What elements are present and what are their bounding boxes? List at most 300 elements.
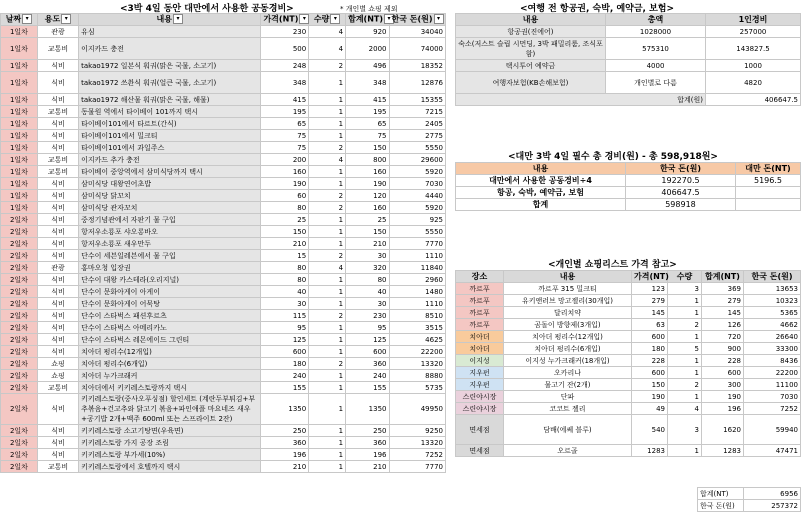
cell-date[interactable]: 1일차 [1, 202, 38, 214]
cell-price[interactable]: 60 [261, 190, 309, 202]
cell-krw[interactable]: 8510 [389, 310, 446, 322]
cell-sum[interactable]: 228 [702, 355, 744, 367]
cell-price[interactable]: 240 [261, 370, 309, 382]
cell-sum[interactable]: 1620 [702, 415, 744, 445]
cell-qty[interactable]: 1 [309, 425, 346, 437]
cell-krw[interactable]: 2775 [389, 130, 446, 142]
travel-total[interactable]: 575310 [606, 38, 706, 60]
summary-nt[interactable] [736, 199, 801, 211]
summary-item[interactable]: 항공, 숙박, 예약금, 보험 [456, 187, 626, 199]
cell-qty[interactable]: 2 [309, 358, 346, 370]
cell-date[interactable]: 2일차 [1, 437, 38, 449]
cell-price[interactable]: 150 [632, 379, 668, 391]
cell-date[interactable]: 1일차 [1, 166, 38, 178]
cell-qty[interactable]: 1 [309, 94, 346, 106]
cell-category[interactable]: 쇼핑 [37, 358, 78, 370]
cell-content[interactable]: 오카리나 [504, 367, 632, 379]
cell-place[interactable]: 스린야시장 [456, 391, 504, 403]
cell-sum[interactable]: 25 [346, 214, 389, 226]
travel-total[interactable]: 4000 [606, 60, 706, 72]
cell-krw[interactable]: 7770 [389, 238, 446, 250]
cell-content[interactable]: 동물원 역에서 타이베이 101까지 택시 [79, 106, 261, 118]
cell-sum[interactable]: 80 [346, 274, 389, 286]
cell-price[interactable]: 500 [261, 38, 309, 60]
cell-price[interactable]: 155 [261, 382, 309, 394]
cell-qty[interactable]: 1 [309, 346, 346, 358]
cell-qty[interactable]: 1 [309, 449, 346, 461]
travel-item[interactable]: 여행자보험(KB손해보험) [456, 72, 606, 94]
cell-content[interactable]: 이지성 누가크래커(18개입) [504, 355, 632, 367]
cell-place[interactable]: 치아더 [456, 343, 504, 355]
cell-price[interactable]: 200 [261, 154, 309, 166]
cell-place[interactable]: 이지성 [456, 355, 504, 367]
cell-price[interactable]: 210 [261, 238, 309, 250]
cell-category[interactable]: 식비 [37, 449, 78, 461]
cell-content[interactable]: 단수이 세븐일레븐에서 물 구입 [79, 250, 261, 262]
cell-krw[interactable]: 10323 [744, 295, 801, 307]
cell-krw[interactable]: 5735 [389, 382, 446, 394]
cell-content[interactable]: 치아더 누가크래커 [79, 370, 261, 382]
cell-krw[interactable]: 1110 [389, 250, 446, 262]
cell-price[interactable]: 230 [261, 26, 309, 38]
cell-krw[interactable]: 1480 [389, 286, 446, 298]
cell-krw[interactable]: 7030 [389, 178, 446, 190]
cell-category[interactable]: 식비 [37, 72, 78, 94]
cell-date[interactable]: 1일차 [1, 178, 38, 190]
cell-category[interactable]: 교통비 [37, 461, 78, 473]
cell-category[interactable]: 식비 [37, 274, 78, 286]
cell-content[interactable]: 키키레스토랑 소고기탕면(우육면) [79, 425, 261, 437]
cell-category[interactable]: 식비 [37, 286, 78, 298]
cell-date[interactable]: 2일차 [1, 346, 38, 358]
cell-date[interactable]: 1일차 [1, 130, 38, 142]
cell-price[interactable]: 25 [261, 214, 309, 226]
cell-krw[interactable]: 1110 [389, 298, 446, 310]
header-krw[interactable]: 한국 돈(원) ▾ [389, 14, 446, 26]
cell-price[interactable]: 15 [261, 250, 309, 262]
cell-sum[interactable]: 360 [346, 358, 389, 370]
cell-content[interactable]: 삼미식당 닭꼬치 [79, 190, 261, 202]
cell-krw[interactable]: 3515 [389, 322, 446, 334]
cell-place[interactable]: 면세점 [456, 445, 504, 457]
cell-qty[interactable]: 1 [309, 394, 346, 425]
cell-content[interactable]: 곰돌이 방향제(3개입) [504, 319, 632, 331]
cell-qty[interactable]: 2 [309, 142, 346, 154]
cell-category[interactable]: 식비 [37, 437, 78, 449]
cell-category[interactable]: 관광 [37, 262, 78, 274]
travel-per-person[interactable]: 143827.5 [706, 38, 801, 60]
cell-content[interactable]: 달리치약 [504, 307, 632, 319]
cell-content[interactable]: 중정기념관에서 자판기 물 구입 [79, 214, 261, 226]
cell-sum[interactable]: 250 [346, 425, 389, 437]
cell-content[interactable]: 까르푸 315 밀크티 [504, 283, 632, 295]
cell-krw[interactable]: 7252 [389, 449, 446, 461]
summary-nt[interactable] [736, 187, 801, 199]
cell-qty[interactable]: 1 [309, 130, 346, 142]
cell-content[interactable]: 홍마오청 입장권 [79, 262, 261, 274]
header-category[interactable]: 용도 ▾ [37, 14, 78, 26]
cell-content[interactable]: 키키레스토랑(중사오푸싱점) 할인세트 (계란두부튀김+부추볶음+건고추와 닭고기 볶음+파인애플 마요네즈 새우+공기밥 2개+맥주 600ml 또는 스프라이트 2잔) [79, 394, 261, 425]
cell-category[interactable]: 식비 [37, 130, 78, 142]
cell-sum[interactable]: 348 [346, 72, 389, 94]
cell-content[interactable]: 물고기 잔(2개) [504, 379, 632, 391]
travel-per-person[interactable]: 1000 [706, 60, 801, 72]
cell-place[interactable]: 지우펀 [456, 379, 504, 391]
cell-sum[interactable]: 300 [702, 379, 744, 391]
cell-krw[interactable]: 22200 [389, 346, 446, 358]
cell-price[interactable]: 196 [261, 449, 309, 461]
cell-sum[interactable]: 126 [702, 319, 744, 331]
cell-content[interactable]: 코코트 젤리 [504, 403, 632, 415]
cell-category[interactable]: 식비 [37, 142, 78, 154]
cell-sum[interactable]: 145 [702, 307, 744, 319]
cell-qty[interactable]: 1 [668, 367, 702, 379]
cell-category[interactable]: 식비 [37, 60, 78, 72]
cell-sum[interactable]: 1350 [346, 394, 389, 425]
cell-qty[interactable]: 2 [668, 379, 702, 391]
cell-category[interactable]: 식비 [37, 425, 78, 437]
cell-krw[interactable]: 13320 [389, 437, 446, 449]
cell-price[interactable]: 600 [632, 367, 668, 379]
cell-content[interactable]: 단수이 대왕 카스테라(오리지널) [79, 274, 261, 286]
cell-sum[interactable]: 600 [346, 346, 389, 358]
cell-qty[interactable]: 3 [668, 283, 702, 295]
cell-content[interactable]: 타이베이101에서 타르트(간식) [79, 118, 261, 130]
cell-place[interactable]: 까르푸 [456, 295, 504, 307]
cell-category[interactable]: 교통비 [37, 154, 78, 166]
cell-sum[interactable]: 360 [346, 437, 389, 449]
cell-date[interactable]: 2일차 [1, 286, 38, 298]
cell-price[interactable]: 540 [632, 415, 668, 445]
cell-krw[interactable]: 5920 [389, 202, 446, 214]
filter-dropdown-icon[interactable]: ▾ [384, 14, 394, 24]
cell-category[interactable]: 교통비 [37, 166, 78, 178]
filter-dropdown-icon[interactable]: ▾ [299, 14, 309, 24]
cell-date[interactable]: 2일차 [1, 310, 38, 322]
cell-sum[interactable]: 230 [346, 310, 389, 322]
cell-content[interactable]: 타이베이101에서 밀크티 [79, 130, 261, 142]
cell-qty[interactable]: 1 [668, 307, 702, 319]
cell-place[interactable]: 지우펀 [456, 367, 504, 379]
cell-price[interactable]: 115 [261, 310, 309, 322]
filter-dropdown-icon[interactable]: ▾ [22, 14, 32, 24]
cell-krw[interactable]: 74000 [389, 38, 446, 60]
cell-price[interactable]: 180 [632, 343, 668, 355]
cell-qty[interactable]: 2 [309, 190, 346, 202]
cell-price[interactable]: 360 [261, 437, 309, 449]
cell-category[interactable]: 식비 [37, 214, 78, 226]
cell-content[interactable]: 키키레스토랑 가지 공장 조림 [79, 437, 261, 449]
cell-qty[interactable]: 4 [309, 38, 346, 60]
cell-content[interactable]: 단수이 문화아게이 어묵탕 [79, 298, 261, 310]
cell-content[interactable]: 치아더 펑리수(6개입) [504, 343, 632, 355]
cell-date[interactable]: 2일차 [1, 334, 38, 346]
cell-place[interactable]: 까르푸 [456, 319, 504, 331]
cell-category[interactable]: 교통비 [37, 38, 78, 60]
cell-date[interactable]: 1일차 [1, 154, 38, 166]
cell-price[interactable]: 228 [632, 355, 668, 367]
cell-qty[interactable]: 4 [309, 154, 346, 166]
cell-date[interactable]: 1일차 [1, 106, 38, 118]
cell-qty[interactable]: 3 [668, 415, 702, 445]
cell-content[interactable]: 유키앤러브 망고젤리(30개입) [504, 295, 632, 307]
cell-qty[interactable]: 1 [309, 214, 346, 226]
travel-total-value[interactable]: 406647.5 [706, 94, 801, 106]
cell-qty[interactable]: 1 [309, 274, 346, 286]
cell-category[interactable]: 식비 [37, 322, 78, 334]
cell-price[interactable]: 80 [261, 262, 309, 274]
cell-content[interactable]: 단수이 문화아게이 아게이 [79, 286, 261, 298]
cell-qty[interactable]: 1 [309, 322, 346, 334]
cell-content[interactable]: takao1972 쓰촨식 훠궈(얼큰 국물, 소고기) [79, 72, 261, 94]
cell-sum[interactable]: 900 [702, 343, 744, 355]
cell-date[interactable]: 1일차 [1, 94, 38, 106]
cell-content[interactable]: 단수이 스타벅스 패션후르츠 [79, 310, 261, 322]
header-content[interactable]: 내용 ▾ [79, 14, 261, 26]
cell-content[interactable]: takao1972 일본식 훠궈(맑은 국물, 소고기) [79, 60, 261, 72]
cell-qty[interactable]: 4 [309, 262, 346, 274]
travel-item[interactable]: 택시투어 예약금 [456, 60, 606, 72]
cell-sum[interactable]: 920 [346, 26, 389, 38]
cell-qty[interactable]: 2 [309, 250, 346, 262]
cell-date[interactable]: 2일차 [1, 461, 38, 473]
cell-price[interactable]: 75 [261, 130, 309, 142]
cell-category[interactable]: 식비 [37, 226, 78, 238]
cell-content[interactable]: 삼미식당 관자꼬치 [79, 202, 261, 214]
cell-sum[interactable]: 195 [346, 106, 389, 118]
cell-sum[interactable]: 30 [346, 298, 389, 310]
filter-dropdown-icon[interactable]: ▾ [61, 14, 71, 24]
cell-place[interactable]: 치아더 [456, 331, 504, 343]
cell-category[interactable]: 교통비 [37, 106, 78, 118]
cell-date[interactable]: 1일차 [1, 72, 38, 94]
cell-price[interactable]: 145 [632, 307, 668, 319]
shopping-total-krw[interactable]: 257372 [744, 500, 801, 512]
cell-qty[interactable]: 1 [668, 295, 702, 307]
cell-category[interactable]: 식비 [37, 346, 78, 358]
cell-price[interactable]: 63 [632, 319, 668, 331]
cell-content[interactable]: 단수이 스타벅스 아메리카노 [79, 322, 261, 334]
cell-price[interactable]: 30 [261, 298, 309, 310]
cell-sum[interactable]: 30 [346, 250, 389, 262]
cell-price[interactable]: 65 [261, 118, 309, 130]
cell-price[interactable]: 95 [261, 322, 309, 334]
cell-sum[interactable]: 65 [346, 118, 389, 130]
cell-sum[interactable]: 415 [346, 94, 389, 106]
cell-content[interactable]: 키키레스토랑에서 호텔까지 택시 [79, 461, 261, 473]
cell-sum[interactable]: 320 [346, 262, 389, 274]
cell-qty[interactable]: 4 [668, 403, 702, 415]
cell-price[interactable]: 190 [261, 178, 309, 190]
cell-content[interactable]: 치아더 펑리수(6개입) [79, 358, 261, 370]
cell-krw[interactable]: 22200 [744, 367, 801, 379]
cell-qty[interactable]: 2 [309, 310, 346, 322]
summary-krw[interactable]: 406647.5 [626, 187, 736, 199]
cell-qty[interactable]: 1 [309, 118, 346, 130]
cell-qty[interactable]: 1 [309, 226, 346, 238]
cell-place[interactable]: 스린야시장 [456, 403, 504, 415]
cell-sum[interactable]: 120 [346, 190, 389, 202]
cell-qty[interactable]: 1 [309, 178, 346, 190]
cell-price[interactable]: 195 [261, 106, 309, 118]
cell-date[interactable]: 2일차 [1, 274, 38, 286]
cell-qty[interactable]: 1 [668, 355, 702, 367]
cell-content[interactable]: 치아더 펑리수(12개입) [79, 346, 261, 358]
cell-date[interactable]: 2일차 [1, 214, 38, 226]
header-qty[interactable]: 수량 ▾ [309, 14, 346, 26]
cell-krw[interactable]: 8436 [744, 355, 801, 367]
cell-krw[interactable]: 8880 [389, 370, 446, 382]
cell-content[interactable]: 치아더 펑리수(12개입) [504, 331, 632, 343]
cell-sum[interactable]: 190 [702, 391, 744, 403]
cell-krw[interactable]: 2960 [389, 274, 446, 286]
header-price[interactable]: 가격(NT) ▾ [261, 14, 309, 26]
travel-per-person[interactable]: 4820 [706, 72, 801, 94]
cell-date[interactable]: 1일차 [1, 60, 38, 72]
cell-date[interactable]: 2일차 [1, 449, 38, 461]
cell-qty[interactable]: 1 [309, 166, 346, 178]
cell-qty[interactable]: 4 [309, 26, 346, 38]
cell-qty[interactable]: 2 [309, 202, 346, 214]
cell-content[interactable]: 치아더에서 키키레스토랑까지 택시 [79, 382, 261, 394]
summary-nt[interactable]: 5196.5 [736, 175, 801, 187]
cell-sum[interactable]: 279 [702, 295, 744, 307]
cell-krw[interactable]: 11840 [389, 262, 446, 274]
cell-price[interactable]: 600 [632, 331, 668, 343]
header-date[interactable]: 날짜 ▾ [1, 14, 38, 26]
cell-krw[interactable]: 13320 [389, 358, 446, 370]
cell-krw[interactable]: 47471 [744, 445, 801, 457]
cell-krw[interactable]: 12876 [389, 72, 446, 94]
cell-price[interactable]: 1350 [261, 394, 309, 425]
cell-qty[interactable]: 1 [309, 370, 346, 382]
cell-qty[interactable]: 1 [668, 445, 702, 457]
cell-krw[interactable]: 5550 [389, 226, 446, 238]
cell-qty[interactable]: 1 [309, 72, 346, 94]
cell-date[interactable]: 2일차 [1, 425, 38, 437]
cell-krw[interactable]: 59940 [744, 415, 801, 445]
cell-category[interactable]: 식비 [37, 298, 78, 310]
cell-qty[interactable]: 1 [309, 334, 346, 346]
cell-price[interactable]: 75 [261, 142, 309, 154]
cell-category[interactable]: 식비 [37, 310, 78, 322]
cell-price[interactable]: 49 [632, 403, 668, 415]
cell-sum[interactable]: 720 [702, 331, 744, 343]
cell-krw[interactable]: 925 [389, 214, 446, 226]
travel-total[interactable]: 1028000 [606, 26, 706, 38]
cell-price[interactable]: 125 [261, 334, 309, 346]
cell-category[interactable]: 식비 [37, 202, 78, 214]
travel-item[interactable]: 항공권(진에어) [456, 26, 606, 38]
cell-krw[interactable]: 4440 [389, 190, 446, 202]
cell-date[interactable]: 1일차 [1, 38, 38, 60]
cell-category[interactable]: 교통비 [37, 382, 78, 394]
cell-date[interactable]: 2일차 [1, 322, 38, 334]
cell-krw[interactable]: 11100 [744, 379, 801, 391]
shopping-total-nt[interactable]: 6956 [744, 488, 801, 500]
cell-sum[interactable]: 125 [346, 334, 389, 346]
cell-place[interactable]: 까르푸 [456, 307, 504, 319]
cell-date[interactable]: 2일차 [1, 370, 38, 382]
cell-krw[interactable]: 5550 [389, 142, 446, 154]
cell-price[interactable]: 80 [261, 274, 309, 286]
cell-content[interactable]: 유심 [79, 26, 261, 38]
cell-category[interactable]: 쇼핑 [37, 370, 78, 382]
cell-date[interactable]: 2일차 [1, 238, 38, 250]
cell-qty[interactable]: 2 [668, 319, 702, 331]
filter-dropdown-icon[interactable]: ▾ [330, 14, 340, 24]
cell-category[interactable]: 식비 [37, 190, 78, 202]
cell-krw[interactable]: 4662 [744, 319, 801, 331]
cell-sum[interactable]: 95 [346, 322, 389, 334]
cell-content[interactable]: 항저우소룡포 샤오롱바오 [79, 226, 261, 238]
cell-price[interactable]: 80 [261, 202, 309, 214]
cell-date[interactable]: 2일차 [1, 382, 38, 394]
cell-krw[interactable]: 33300 [744, 343, 801, 355]
cell-date[interactable]: 1일차 [1, 142, 38, 154]
cell-sum[interactable]: 196 [702, 403, 744, 415]
cell-category[interactable]: 식비 [37, 94, 78, 106]
travel-per-person[interactable]: 257000 [706, 26, 801, 38]
cell-sum[interactable]: 150 [346, 142, 389, 154]
cell-krw[interactable]: 4625 [389, 334, 446, 346]
cell-krw[interactable]: 7770 [389, 461, 446, 473]
cell-date[interactable]: 2일차 [1, 226, 38, 238]
cell-krw[interactable]: 34040 [389, 26, 446, 38]
cell-date[interactable]: 2일차 [1, 262, 38, 274]
cell-content[interactable]: 키키레스토랑 부가세(10%) [79, 449, 261, 461]
cell-qty[interactable]: 1 [309, 461, 346, 473]
cell-sum[interactable]: 600 [702, 367, 744, 379]
cell-qty[interactable]: 1 [668, 331, 702, 343]
cell-category[interactable]: 식비 [37, 394, 78, 425]
cell-price[interactable]: 1283 [632, 445, 668, 457]
cell-content[interactable]: 타이베이101에서 과일주스 [79, 142, 261, 154]
cell-qty[interactable]: 2 [309, 60, 346, 72]
cell-sum[interactable]: 369 [702, 283, 744, 295]
cell-content[interactable]: 이지카드 충전 [79, 38, 261, 60]
cell-category[interactable]: 식비 [37, 250, 78, 262]
cell-date[interactable]: 1일차 [1, 118, 38, 130]
cell-sum[interactable]: 75 [346, 130, 389, 142]
cell-krw[interactable]: 5365 [744, 307, 801, 319]
cell-price[interactable]: 348 [261, 72, 309, 94]
cell-sum[interactable]: 1283 [702, 445, 744, 457]
cell-krw[interactable]: 7030 [744, 391, 801, 403]
cell-qty[interactable]: 1 [309, 382, 346, 394]
cell-date[interactable]: 2일차 [1, 358, 38, 370]
cell-date[interactable]: 1일차 [1, 190, 38, 202]
cell-date[interactable]: 2일차 [1, 394, 38, 425]
cell-price[interactable]: 600 [261, 346, 309, 358]
header-sum[interactable]: 합계(NT) ▾ [346, 14, 389, 26]
cell-krw[interactable]: 5920 [389, 166, 446, 178]
travel-total[interactable]: 개인별로 다름 [606, 72, 706, 94]
summary-krw[interactable]: 598918 [626, 199, 736, 211]
cell-content[interactable]: 이지카드 추가 충전 [79, 154, 261, 166]
cell-sum[interactable]: 2000 [346, 38, 389, 60]
cell-krw[interactable]: 13653 [744, 283, 801, 295]
cell-krw[interactable]: 2405 [389, 118, 446, 130]
cell-price[interactable]: 279 [632, 295, 668, 307]
cell-category[interactable]: 식비 [37, 178, 78, 190]
cell-krw[interactable]: 15355 [389, 94, 446, 106]
cell-category[interactable]: 관광 [37, 26, 78, 38]
cell-krw[interactable]: 26640 [744, 331, 801, 343]
cell-sum[interactable]: 40 [346, 286, 389, 298]
cell-krw[interactable]: 29600 [389, 154, 446, 166]
cell-sum[interactable]: 240 [346, 370, 389, 382]
